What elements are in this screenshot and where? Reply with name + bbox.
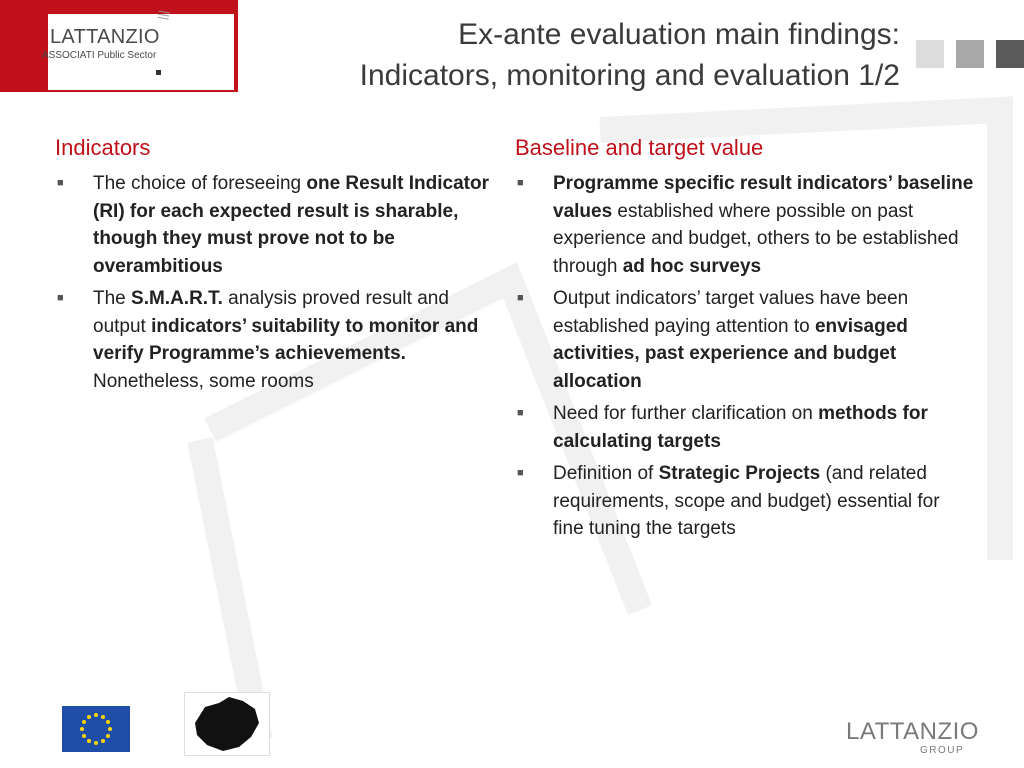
list-item — [515, 400, 975, 455]
text-run: (and related requirements, scope and budget) essential for fine tuning the targets — [553, 463, 940, 539]
bold-run: Programme specific result indicators’ baseline values — [553, 173, 974, 222]
list-item — [55, 285, 495, 395]
slide-title — [360, 14, 900, 96]
logo-mark-icon: ||| — [154, 9, 171, 21]
brand-logo-block — [0, 0, 238, 92]
bold-run: ad hoc surveys — [622, 255, 762, 277]
logo-dot-icon — [156, 70, 161, 75]
text-run: The — [93, 288, 132, 309]
bullet-square-icon: ■ — [517, 467, 524, 479]
bullet-square-icon: ■ — [517, 177, 524, 189]
text-run: analysis proved result and output — [93, 288, 449, 337]
bullet-square-icon: ■ — [57, 177, 64, 189]
bold-run: indicators’ suitability to monitor and verify Programme’s achievements. — [93, 315, 479, 364]
text-run: The choice of foreseeing — [93, 173, 307, 194]
decor-square-mid — [956, 40, 984, 68]
logo-subtitle: ASSOCIATI Public Sector — [42, 50, 157, 61]
baseline-column — [515, 134, 975, 548]
indicators-heading: Indicators — [55, 135, 151, 160]
indicators-column — [55, 134, 495, 400]
title-line-1: Ex-ante evaluation main findings: — [458, 18, 900, 51]
bullet-square-icon: ■ — [517, 407, 524, 419]
region-map-icon — [184, 692, 270, 756]
bullet-square-icon: ■ — [517, 292, 524, 304]
text-run: Output indicators’ target values have been established paying attention to — [553, 288, 909, 337]
baseline-heading: Baseline and target value — [515, 135, 764, 160]
text-run: Need for further clarification on — [553, 403, 819, 424]
bold-run: one Result Indicator (RI) for each expected result is sharable, though they must prove not to be overambitious — [93, 173, 489, 277]
text-run: established where possible on past experience and budget, others to be established through — [553, 200, 959, 277]
bullet-square-icon: ■ — [57, 292, 64, 304]
footer-logo-name: LATTANZIO — [846, 718, 979, 745]
decor-square-dark — [996, 40, 1024, 68]
bold-run: S.M.A.R.T. — [131, 288, 223, 309]
indicators-list — [55, 170, 495, 395]
list-item — [515, 460, 975, 543]
title-line-2: Indicators, monitoring and evaluation 1/2 — [359, 59, 900, 92]
bold-run: envisaged activities, past experience and budget allocation — [553, 315, 908, 392]
footer-logo-group: GROUP — [920, 745, 965, 756]
list-item — [515, 285, 975, 395]
bold-run: methods for calculating targets — [553, 403, 928, 452]
logo-name: LATTANZIO — [50, 26, 160, 48]
eu-flag-icon — [62, 706, 130, 752]
list-item — [515, 170, 975, 280]
bold-run: Strategic Projects — [658, 463, 821, 484]
baseline-list — [515, 170, 975, 543]
text-run: Definition of — [553, 463, 659, 484]
list-item — [55, 170, 495, 280]
decor-square-light — [916, 40, 944, 68]
text-run: Nonetheless, some rooms — [93, 370, 314, 392]
